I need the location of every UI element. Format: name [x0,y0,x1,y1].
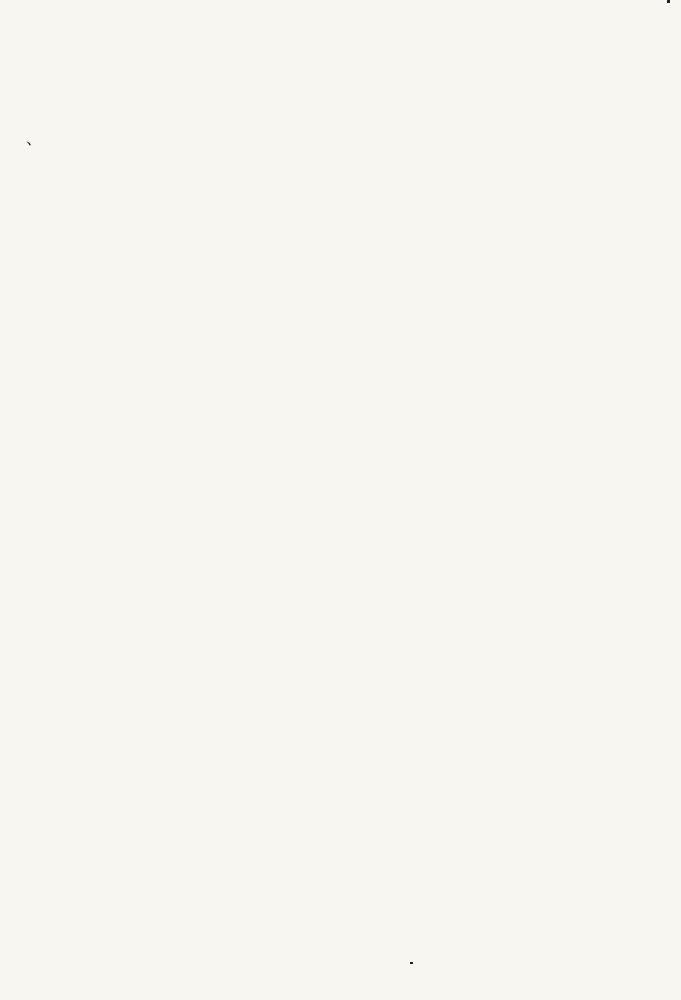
corner-dot-top [667,0,670,3]
margin-tick-mark: 、 [26,129,43,148]
bottom-stray-mark [410,962,413,964]
